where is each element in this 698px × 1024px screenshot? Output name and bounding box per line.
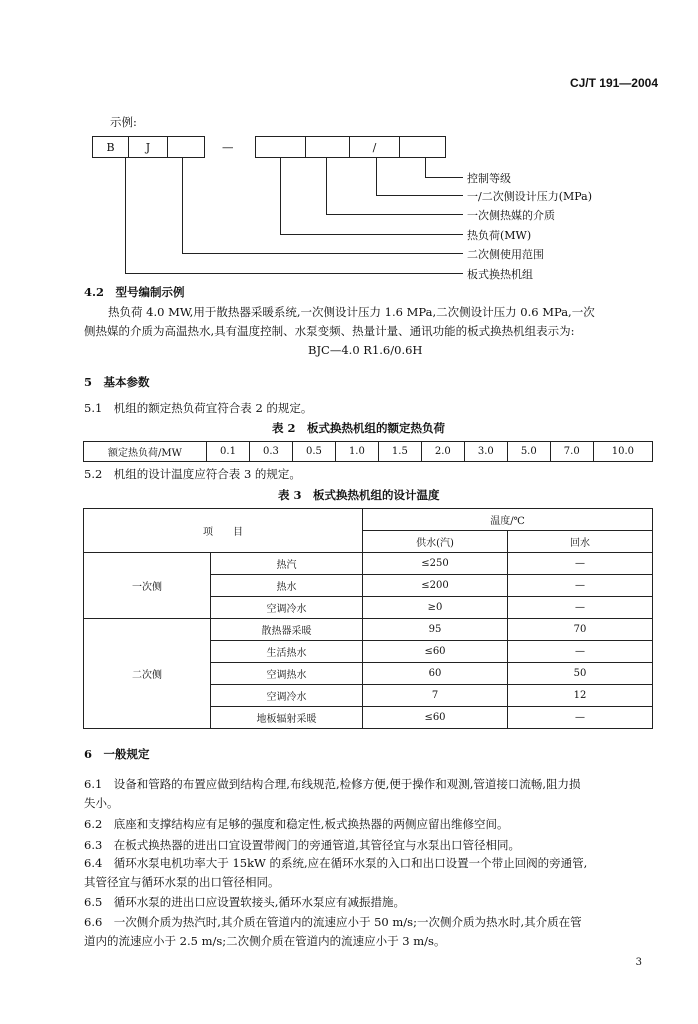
paragraph-line: 道内的流速应小于 2.5 m/s;二次侧介质在管道内的流速应小于 3 m/s。 (84, 934, 446, 948)
table-cell: 2.0 (421, 442, 464, 462)
legend-label: 热负荷(MW) (467, 229, 532, 242)
row-name: 地板辐射采暖 (211, 707, 363, 729)
table-header: 回水 (508, 531, 653, 553)
table-cell: ≤60 (363, 707, 508, 729)
legend-label: 一次侧热媒的介质 (467, 209, 555, 222)
leader-line (280, 158, 281, 235)
page-number: 3 (635, 957, 642, 968)
paragraph-line: 其管径宜与循环水泵的出口管径相同。 (84, 875, 280, 889)
leader-line (182, 158, 183, 254)
paragraph-line: 侧热媒的介质为高温热水,具有温度控制、水泵变频、热量计量、通讯功能的板式换热机组表示为: (84, 324, 575, 338)
paragraph: 6.2 底座和支撑结构应有足够的强度和稳定性,板式换热器的两侧应留出维修空间。 (84, 817, 509, 831)
table-cell: 50 (508, 663, 653, 685)
section-heading: 5 基本参数 (84, 375, 150, 389)
legend-label: 一/二次侧设计压力(MPa) (467, 190, 593, 203)
table-cell: — (508, 641, 653, 663)
table-cell: 0.5 (292, 442, 335, 462)
section-heading: 6 一般规定 (84, 747, 150, 761)
code-box-load (255, 136, 306, 158)
table-cell: 70 (508, 619, 653, 641)
table-cell: — (508, 575, 653, 597)
table-cell: ≤200 (363, 575, 508, 597)
table-caption: 表 3 板式换热机组的设计温度 (278, 488, 440, 502)
leader-line (376, 158, 377, 196)
table-cell: 0.1 (207, 442, 250, 462)
table-cell: 12 (508, 685, 653, 707)
table-header: 额定热负荷/MW (84, 442, 207, 462)
leader-line (280, 234, 463, 235)
table-cell: 1.5 (378, 442, 421, 462)
paragraph: 6.5 循环水泵的进出口应设置软接头,循环水泵应有减振措施。 (84, 895, 405, 909)
table-cell: 0.3 (249, 442, 292, 462)
legend-label: 二次侧使用范围 (467, 248, 544, 261)
leader-line (326, 158, 327, 215)
legend-label: 板式换热机组 (467, 268, 533, 281)
leader-line (125, 273, 463, 274)
table-cell: ≤60 (363, 641, 508, 663)
table-cell: 1.0 (335, 442, 378, 462)
leader-line (182, 253, 463, 254)
leader-line (125, 158, 126, 274)
group-label: 一次侧 (84, 553, 211, 619)
code-box-medium (305, 136, 350, 158)
paragraph-line: 6.6 一次侧介质为热汽时,其介质在管道内的流速应小于 50 m/s;一次侧介质为热水时,其介质在管 (84, 915, 582, 929)
code-box-empty (167, 136, 205, 158)
row-name: 空调冷水 (211, 597, 363, 619)
table-cell: 7 (363, 685, 508, 707)
table-cell: ≤250 (363, 553, 508, 575)
paragraph-line: 6.4 循环水泵电机功率大于 15kW 的系统,应在循环水泵的入口和出口设置一个带止回阀的旁通管, (84, 856, 588, 870)
table-cell: 60 (363, 663, 508, 685)
table-header: 供水(汽) (363, 531, 508, 553)
row-name: 生活热水 (211, 641, 363, 663)
row-name: 散热器采暖 (211, 619, 363, 641)
table-cell: 3.0 (464, 442, 507, 462)
code-dash: — (222, 140, 234, 154)
table-cell: — (508, 553, 653, 575)
paragraph-line: 失小。 (84, 796, 119, 810)
table-cell: 10.0 (593, 442, 652, 462)
table-cell: 7.0 (550, 442, 593, 462)
paragraph-line: 6.1 设备和管路的布置应做到结构合理,布线规范,检修方便,便于操作和观测,管道接口流畅,阻力损 (84, 777, 581, 791)
model-code: BJC—4.0 R1.6/0.6H (308, 343, 423, 357)
table-header: 项 目 (84, 509, 363, 553)
table-cell: ≥0 (363, 597, 508, 619)
paragraph-line: 热负荷 4.0 MW,用于散热器采暖系统,一次侧设计压力 1.6 MPa,二次侧设计压力 0.6 MPa,一次 (108, 305, 595, 319)
row-name: 热汽 (211, 553, 363, 575)
leader-line (376, 195, 463, 196)
table-cell: 95 (363, 619, 508, 641)
table-cell: — (508, 707, 653, 729)
row-name: 热水 (211, 575, 363, 597)
table-caption: 表 2 板式换热机组的额定热负荷 (272, 421, 446, 435)
leader-line (425, 177, 463, 178)
example-label: 示例: (110, 115, 137, 129)
rated-load-table (83, 441, 653, 462)
design-temperature-table (83, 508, 653, 729)
section-heading: 4.2 型号编制示例 (84, 285, 185, 299)
standard-number: CJ/T 191—2004 (569, 76, 658, 90)
code-box-j: J (128, 136, 168, 158)
code-box-b: B (92, 136, 129, 158)
row-name: 空调冷水 (211, 685, 363, 707)
paragraph: 5.1 机组的额定热负荷宜符合表 2 的规定。 (84, 401, 313, 415)
paragraph: 5.2 机组的设计温度应符合表 3 的规定。 (84, 467, 301, 481)
leader-line (425, 158, 426, 178)
group-label: 二次侧 (84, 619, 211, 729)
leader-line (326, 214, 463, 215)
table-cell: — (508, 597, 653, 619)
table-header: 温度/℃ (363, 509, 653, 531)
legend-label: 控制等级 (467, 172, 511, 185)
code-box-pressure: / (349, 136, 400, 158)
table-cell: 5.0 (507, 442, 550, 462)
paragraph: 6.3 在板式换热器的进出口宜设置带阀门的旁通管道,其管径宜与水泵出口管径相同。 (84, 838, 520, 852)
code-box-control (399, 136, 446, 158)
row-name: 空调热水 (211, 663, 363, 685)
